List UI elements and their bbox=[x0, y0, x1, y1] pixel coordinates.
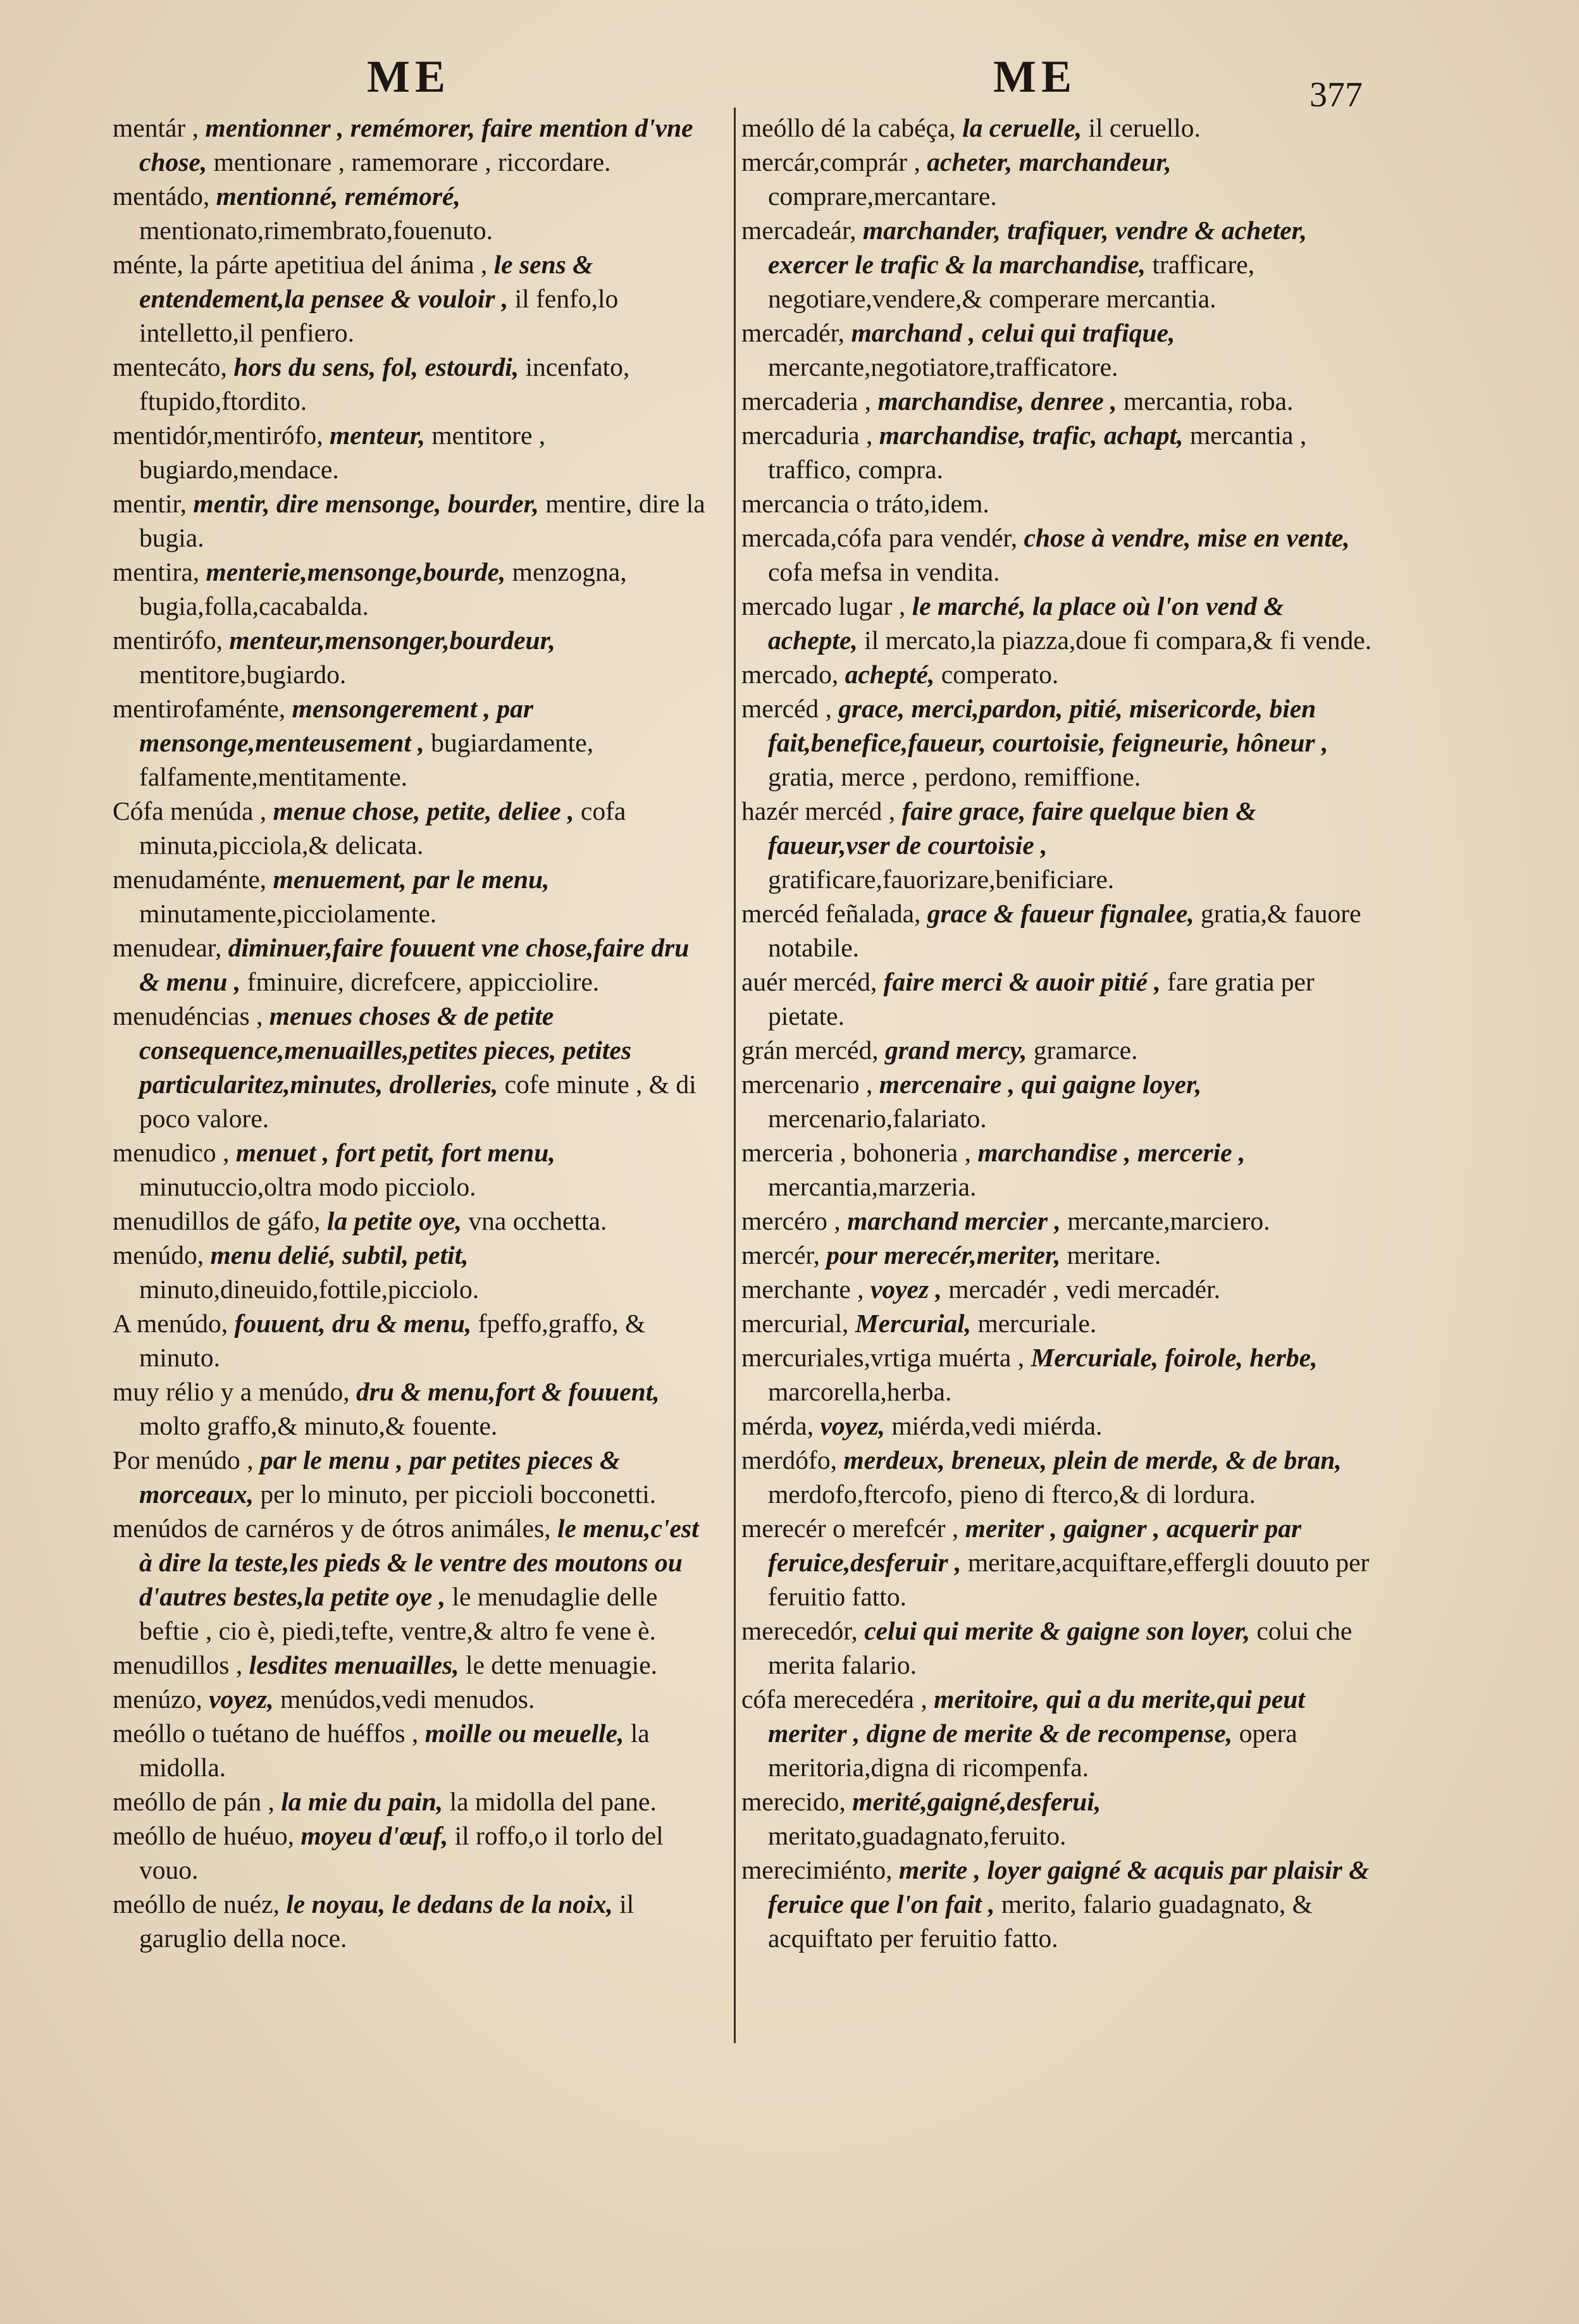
italian-gloss: la midolla del pane. bbox=[449, 1787, 657, 1816]
italian-gloss: mentionato,rimembrato,fouenuto. bbox=[139, 216, 493, 245]
french-gloss: marchandise, denree , bbox=[877, 386, 1117, 416]
french-gloss: mentir, dire mensonge, bourder, bbox=[193, 489, 539, 518]
headword: merceria , bohoneria , bbox=[741, 1138, 971, 1167]
dictionary-entry bbox=[113, 1511, 707, 1648]
french-gloss: acheter, marchandeur, bbox=[927, 147, 1172, 176]
dictionary-entry bbox=[741, 589, 1374, 657]
headword: mentir, bbox=[113, 489, 187, 518]
italian-gloss: mercadér , vedi mercadér. bbox=[948, 1275, 1220, 1304]
french-gloss: menuet , fort petit, fort menu, bbox=[235, 1138, 555, 1167]
dictionary-entry bbox=[741, 896, 1374, 965]
headword: merecimiénto, bbox=[741, 1855, 893, 1884]
dictionary-entry bbox=[741, 1204, 1374, 1238]
french-gloss: le sens & entendement,la pensee & vouloir , bbox=[139, 250, 593, 313]
running-head-left: ME bbox=[367, 51, 450, 102]
french-gloss: faire grace, faire quelque bien & faueur,vser de courtoisie , bbox=[768, 796, 1256, 860]
dictionary-entry bbox=[741, 111, 1374, 145]
italian-gloss: meritato,guadagnato,feruito. bbox=[768, 1821, 1067, 1850]
dictionary-entry bbox=[741, 145, 1374, 213]
headword: meóllo de huéuo, bbox=[113, 1821, 294, 1850]
headword: mentár , bbox=[113, 113, 199, 142]
italian-gloss: il ceruello. bbox=[1088, 113, 1201, 142]
dictionary-entry bbox=[741, 657, 1374, 691]
dictionary-entry bbox=[741, 1067, 1374, 1135]
headword: menudillos de gáfo, bbox=[113, 1206, 321, 1235]
italian-gloss: meritare,acquiftare,effergli douuto per feruitio fatto. bbox=[768, 1548, 1370, 1611]
headword: mercéd , bbox=[741, 694, 832, 723]
headword: mérda, bbox=[741, 1411, 814, 1440]
dictionary-entry bbox=[113, 691, 707, 794]
dictionary-entry bbox=[741, 384, 1374, 418]
dictionary-entry bbox=[741, 1511, 1374, 1614]
headword: menúdo, bbox=[113, 1240, 204, 1270]
italian-gloss: il garuglio della noce. bbox=[139, 1889, 635, 1953]
headword: hazér mercéd , bbox=[741, 796, 896, 825]
left-column bbox=[113, 111, 707, 1955]
headword: cófa merecedéra , bbox=[741, 1684, 927, 1714]
headword: auér mercéd, bbox=[741, 967, 877, 996]
headword: merecedór, bbox=[741, 1616, 858, 1645]
french-gloss: menteur,mensonger,bourdeur, bbox=[229, 626, 555, 655]
headword: mentirofaménte, bbox=[113, 694, 286, 723]
french-gloss: fouuent, dru & menu, bbox=[234, 1309, 472, 1338]
headword: menudaménte, bbox=[113, 865, 267, 894]
french-gloss: la ceruelle, bbox=[962, 113, 1082, 142]
headword: mercuriales,vrtiga muérta , bbox=[741, 1343, 1025, 1372]
headword: mercenario , bbox=[741, 1070, 873, 1099]
headword: merecido, bbox=[741, 1787, 846, 1816]
italian-gloss: colui che merita falario. bbox=[768, 1616, 1353, 1679]
headword: meóllo o tuétano de huéffos , bbox=[113, 1719, 419, 1748]
dictionary-entry bbox=[741, 1614, 1374, 1682]
dictionary-entry bbox=[113, 1716, 707, 1784]
french-gloss: voyez, bbox=[820, 1411, 885, 1440]
dictionary-entry bbox=[113, 1375, 707, 1443]
dictionary-entry bbox=[113, 1204, 707, 1238]
headword: merecér o merefcér , bbox=[741, 1514, 959, 1543]
italian-gloss: menúdos,vedi menudos. bbox=[280, 1684, 535, 1714]
headword: mercancia o tráto,idem. bbox=[741, 489, 989, 518]
french-gloss: menu delié, subtil, petit, bbox=[210, 1240, 469, 1270]
italian-gloss: cofa mefsa in vendita. bbox=[768, 557, 1000, 586]
headword: mentira, bbox=[113, 557, 200, 586]
dictionary-entry bbox=[113, 555, 707, 623]
italian-gloss: molto graffo,& minuto,& fouente. bbox=[139, 1411, 498, 1440]
french-gloss: grace & faueur fignalee, bbox=[927, 899, 1194, 928]
italian-gloss: minutamente,picciolamente. bbox=[139, 899, 437, 928]
headword: menúzo, bbox=[113, 1684, 202, 1714]
italian-gloss: il roffo,o il torlo del vouo. bbox=[139, 1821, 664, 1884]
italian-gloss: mercante,negotiatore,trafficatore. bbox=[768, 352, 1118, 381]
french-gloss: diminuer,faire fouuent vne chose,faire dru & menu , bbox=[139, 933, 690, 996]
french-gloss: menteur, bbox=[329, 421, 425, 450]
italian-gloss: mentitore , bugiardo,mendace. bbox=[139, 421, 546, 484]
french-gloss: par le menu , par petites pieces & morceaux, bbox=[139, 1445, 621, 1509]
dictionary-entry bbox=[113, 1306, 707, 1375]
french-gloss: meriter , gaigner , acquerir par feruice,desferuir , bbox=[768, 1514, 1302, 1577]
dictionary-entry bbox=[113, 794, 707, 862]
dictionary-entry bbox=[741, 486, 1374, 521]
italian-gloss: per lo minuto, per piccioli bocconetti. bbox=[260, 1480, 657, 1509]
italian-gloss: mentire, dire la bugia. bbox=[139, 489, 705, 552]
italian-gloss: mercantia,marzeria. bbox=[768, 1172, 977, 1201]
french-gloss: meritoire, qui a du merite,qui peut meriter , digne de merite & de recompense, bbox=[768, 1684, 1305, 1748]
italian-gloss: le menudaglie delle beftie , cio è, piedi,tefte, ventre,& altro fe vene è. bbox=[139, 1582, 658, 1645]
dictionary-entry bbox=[113, 623, 707, 691]
french-gloss: le menu,c'est à dire la teste,les pieds & le ventre des moutons ou d'autres bestes,la petite oye , bbox=[139, 1514, 699, 1611]
headword: mercurial, bbox=[741, 1309, 849, 1338]
headword: ménte, la párte apetitiua del ánima , bbox=[113, 250, 488, 279]
headword: merdófo, bbox=[741, 1445, 837, 1474]
dictionary-entry bbox=[741, 521, 1374, 589]
french-gloss: la petite oye, bbox=[326, 1206, 462, 1235]
french-gloss: celui qui merite & gaigne son loyer, bbox=[864, 1616, 1251, 1645]
headword: mercadér, bbox=[741, 318, 845, 347]
italian-gloss: il mercato,la piazza,doue fi compara,& fi vende. bbox=[864, 626, 1372, 655]
french-gloss: la mie du pain, bbox=[281, 1787, 443, 1816]
italian-gloss: mentitore,bugiardo. bbox=[139, 660, 347, 689]
italian-gloss: marcorella,herba. bbox=[768, 1377, 952, 1406]
dictionary-entry bbox=[113, 247, 707, 350]
dictionary-entry bbox=[741, 794, 1374, 896]
italian-gloss: fpeffo,graffo, & minuto. bbox=[139, 1309, 646, 1372]
headword: menudico , bbox=[113, 1138, 230, 1167]
dictionary-entry bbox=[113, 1682, 707, 1716]
french-gloss: dru & menu,fort & fouuent, bbox=[356, 1377, 660, 1406]
french-gloss: hors du sens, fol, estourdi, bbox=[233, 352, 519, 381]
dictionary-entry bbox=[741, 1238, 1374, 1272]
headword: Por menúdo , bbox=[113, 1445, 254, 1474]
italian-gloss: mercenario,falariato. bbox=[768, 1104, 987, 1133]
french-gloss: voyez, bbox=[209, 1684, 274, 1714]
dictionary-entry bbox=[741, 1853, 1374, 1955]
italian-gloss: mercuriale. bbox=[977, 1309, 1097, 1338]
italian-gloss: incenfato, ftupido,ftordito. bbox=[139, 352, 630, 416]
dictionary-entry bbox=[741, 213, 1374, 316]
italian-gloss: trafficare, negotiare,vendere,& comperare mercantia. bbox=[768, 250, 1255, 313]
french-gloss: Mercuriale, foirole, herbe, bbox=[1031, 1343, 1318, 1372]
italian-gloss: miérda,vedi miérda. bbox=[891, 1411, 1103, 1440]
running-head-right: ME bbox=[993, 51, 1077, 102]
italian-gloss: mentionare , ramemorare , riccordare. bbox=[213, 147, 611, 176]
headword: mercada,cófa para vendér, bbox=[741, 523, 1018, 552]
headword: mercadeár, bbox=[741, 216, 857, 245]
headword: mentirófo, bbox=[113, 626, 223, 655]
italian-gloss: merdofo,ftercofo, pieno di fterco,& di lordura. bbox=[768, 1480, 1256, 1509]
headword: mercaderia , bbox=[741, 386, 872, 416]
dictionary-entry bbox=[741, 418, 1374, 486]
dictionary-entry bbox=[741, 691, 1374, 794]
french-gloss: moille ou meuelle, bbox=[424, 1719, 624, 1748]
dictionary-entry bbox=[113, 111, 707, 179]
french-gloss: menuement, par le menu, bbox=[273, 865, 550, 894]
french-gloss: mentionner , remémorer, faire mention d'vne chose, bbox=[139, 113, 693, 176]
headword: menudéncias , bbox=[113, 1001, 263, 1030]
italian-gloss: gratia,& fauore notabile. bbox=[768, 899, 1361, 962]
headword: Cófa menúda , bbox=[113, 796, 267, 825]
french-gloss: mercenaire , qui gaigne loyer, bbox=[879, 1070, 1202, 1099]
headword: mercéd feñalada, bbox=[741, 899, 921, 928]
french-gloss: grand mercy, bbox=[884, 1035, 1027, 1065]
dictionary-entry bbox=[741, 1135, 1374, 1204]
italian-gloss: cofe minute , & di poco valore. bbox=[139, 1070, 697, 1133]
french-gloss: menues choses & de petite consequence,menuailles,petites pieces, petites particularitez,minutes, drolleries, bbox=[139, 1001, 631, 1099]
dictionary-entry bbox=[113, 1238, 707, 1306]
french-gloss: pour merecér,meriter, bbox=[826, 1240, 1061, 1270]
dictionary-entry bbox=[113, 930, 707, 999]
italian-gloss: merito, falario guadagnato, & acquiftato per feruitio fatto. bbox=[768, 1889, 1313, 1953]
page-header bbox=[120, 51, 1566, 114]
dictionary-entry bbox=[741, 1443, 1374, 1511]
italian-gloss: comperato. bbox=[941, 660, 1059, 689]
dictionary-entry bbox=[113, 862, 707, 930]
italian-gloss: gratificare,fauorizare,benificiare. bbox=[768, 865, 1115, 894]
italian-gloss: le dette menuagie. bbox=[465, 1650, 657, 1679]
french-gloss: merite , loyer gaigné & acquis par plaisir & feruice que l'on fait , bbox=[768, 1855, 1370, 1919]
headword: meóllo de pán , bbox=[113, 1787, 275, 1816]
italian-gloss: gramarce. bbox=[1033, 1035, 1138, 1065]
italian-gloss: mercante,marciero. bbox=[1067, 1206, 1270, 1235]
headword: menúdos de carnéros y de ótros animáles, bbox=[113, 1514, 551, 1543]
right-column bbox=[741, 111, 1374, 1955]
french-gloss: mensongerement , par mensonge,menteusement , bbox=[139, 694, 534, 757]
headword: merchante , bbox=[741, 1275, 864, 1304]
dictionary-entry bbox=[741, 965, 1374, 1033]
french-gloss: marchand , celui qui trafique, bbox=[851, 318, 1175, 347]
headword: mercár,comprár , bbox=[741, 147, 920, 176]
headword: mentecáto, bbox=[113, 352, 227, 381]
dictionary-entry bbox=[741, 1682, 1374, 1784]
italian-gloss: il fenfo,lo intelletto,il penfiero. bbox=[139, 284, 619, 347]
headword: mercado lugar , bbox=[741, 591, 906, 621]
dictionary-entry bbox=[113, 350, 707, 418]
italian-gloss: mercantia , traffico, compra. bbox=[768, 421, 1307, 484]
italian-gloss: fare gratia per pietate. bbox=[768, 967, 1315, 1030]
headword: meóllo dé la cabéça, bbox=[741, 113, 956, 142]
italian-gloss: minuto,dineuido,fottile,picciolo. bbox=[139, 1275, 480, 1304]
french-gloss: grace, merci,pardon, pitié, misericorde, bien fait,benefice,faueur, courtoisie, feigneurie, hôneur , bbox=[768, 694, 1328, 757]
french-gloss: le noyau, le dedans de la noix, bbox=[286, 1889, 613, 1919]
dictionary-entry bbox=[113, 1784, 707, 1819]
french-gloss: faire merci & auoir pitié , bbox=[883, 967, 1161, 996]
french-gloss: le marché, la place où l'on vend & achepte, bbox=[768, 591, 1284, 655]
column-divider bbox=[734, 108, 736, 2043]
french-gloss: moyeu d'œuf, bbox=[300, 1821, 449, 1850]
headword: mercér, bbox=[741, 1240, 820, 1270]
italian-gloss: mercantia, roba. bbox=[1123, 386, 1294, 416]
french-gloss: marchander, trafiquer, vendre & acheter, exercer le trafic & la marchandise, bbox=[768, 216, 1307, 279]
dictionary-entry bbox=[741, 1033, 1374, 1067]
dictionary-entry bbox=[741, 1409, 1374, 1443]
french-gloss: merité,gaigné,desferui, bbox=[852, 1787, 1101, 1816]
italian-gloss: menzogna, bugia,folla,cacabalda. bbox=[139, 557, 627, 621]
french-gloss: Mercurial, bbox=[855, 1309, 972, 1338]
italian-gloss: meritare. bbox=[1067, 1240, 1161, 1270]
french-gloss: menterie,mensonge,bourde, bbox=[206, 557, 506, 586]
dictionary-entry bbox=[741, 316, 1374, 384]
italian-gloss: bugiardamente, falfamente,mentitamente. bbox=[139, 728, 594, 791]
french-gloss: lesdites menuailles, bbox=[249, 1650, 459, 1679]
italian-gloss: fminuire, dicrefcere, appicciolire. bbox=[247, 967, 600, 996]
french-gloss: mentionné, remémoré, bbox=[216, 182, 461, 211]
italian-gloss: comprare,mercantare. bbox=[768, 182, 997, 211]
headword: menudear, bbox=[113, 933, 222, 962]
french-gloss: marchandise, trafic, achapt, bbox=[879, 421, 1184, 450]
dictionary-entry bbox=[113, 486, 707, 555]
dictionary-entry bbox=[113, 418, 707, 486]
italian-gloss: la midolla. bbox=[139, 1719, 650, 1782]
headword: mentádo, bbox=[113, 182, 210, 211]
headword: mercado, bbox=[741, 660, 839, 689]
headword: meóllo de nuéz, bbox=[113, 1889, 280, 1919]
headword: mercaduria , bbox=[741, 421, 873, 450]
italian-gloss: minutuccio,oltra modo picciolo. bbox=[139, 1172, 476, 1201]
italian-gloss: vna occhetta. bbox=[468, 1206, 607, 1235]
italian-gloss: gratia, merce , perdono, remiffione. bbox=[768, 762, 1141, 791]
french-gloss: marchand mercier , bbox=[847, 1206, 1061, 1235]
dictionary-entry bbox=[113, 1135, 707, 1204]
french-gloss: voyez , bbox=[870, 1275, 942, 1304]
french-gloss: merdeux, breneux, plein de merde, & de bran, bbox=[843, 1445, 1342, 1474]
italian-gloss: opera meritoria,digna di ricompenfa. bbox=[768, 1719, 1297, 1782]
dictionary-entry bbox=[113, 1819, 707, 1887]
headword: muy rélio y a menúdo, bbox=[113, 1377, 350, 1406]
headword: A menúdo, bbox=[113, 1309, 228, 1338]
dictionary-entry bbox=[741, 1272, 1374, 1306]
headword: mercéro , bbox=[741, 1206, 841, 1235]
dictionary-entry bbox=[741, 1306, 1374, 1340]
dictionary-entry bbox=[113, 1887, 707, 1955]
headword: grán mercéd, bbox=[741, 1035, 879, 1065]
dictionary-entry bbox=[113, 1648, 707, 1682]
dictionary-entry bbox=[741, 1784, 1374, 1853]
french-gloss: marchandise , mercerie , bbox=[977, 1138, 1246, 1167]
french-gloss: achepté, bbox=[845, 660, 935, 689]
dictionary-entry bbox=[113, 999, 707, 1135]
dictionary-entry bbox=[113, 1443, 707, 1511]
headword: menudillos , bbox=[113, 1650, 243, 1679]
dictionary-entry bbox=[113, 179, 707, 247]
french-gloss: menue chose, petite, deliee , bbox=[273, 796, 574, 825]
french-gloss: chose à vendre, mise en vente, bbox=[1024, 523, 1350, 552]
page-number: 377 bbox=[1310, 75, 1363, 114]
dictionary-entry bbox=[741, 1340, 1374, 1409]
italian-gloss: cofa minuta,picciola,& delicata. bbox=[139, 796, 626, 860]
headword: mentidór,mentirófo, bbox=[113, 421, 323, 450]
